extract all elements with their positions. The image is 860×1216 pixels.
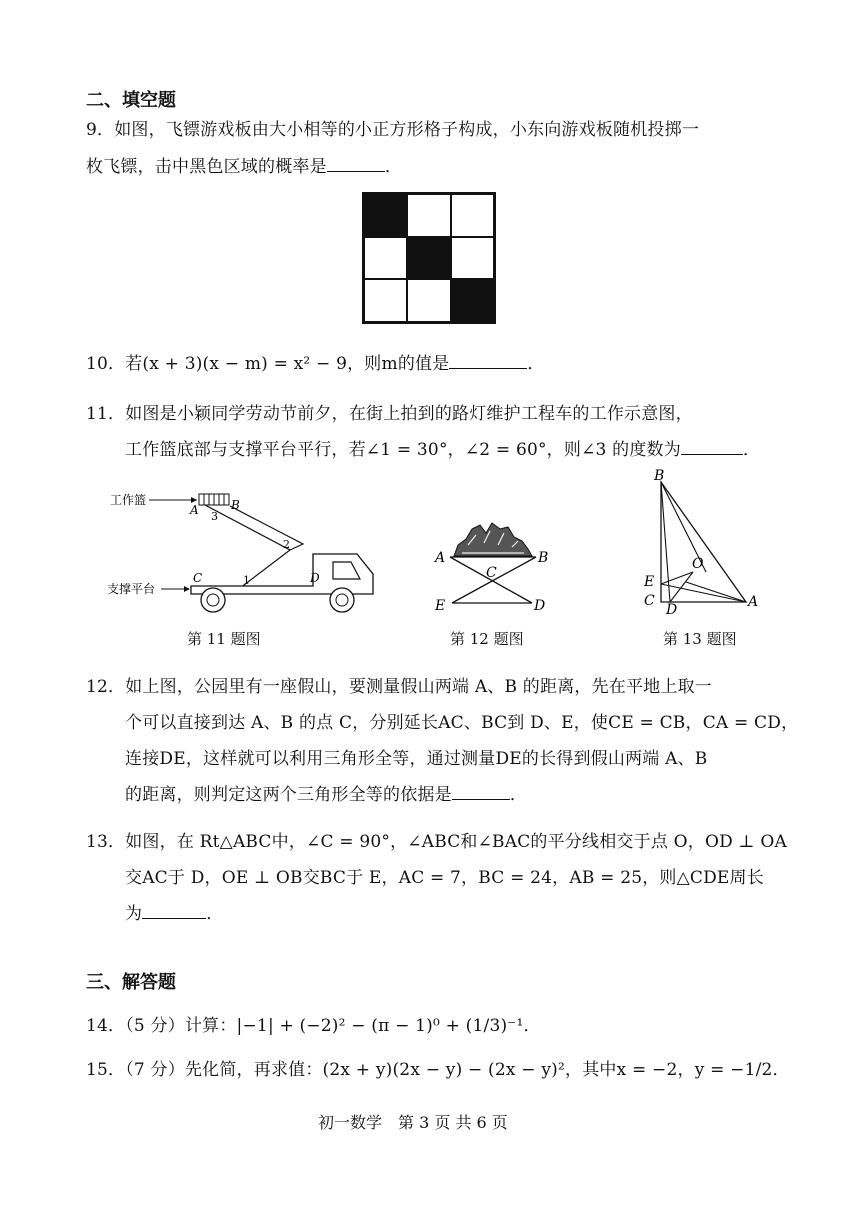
fig11-label-D: D <box>310 571 320 585</box>
q12-line4 <box>125 783 527 807</box>
page-footer: 初一数学 第 3 页 共 6 页 <box>318 1113 508 1132</box>
section-heading-solve: 三、解答题 <box>86 972 176 993</box>
q13-answer-blank[interactable] <box>142 902 206 919</box>
section-heading-fill-in: 二、填空题 <box>86 90 176 111</box>
q15-line: 15．（7 分）先化简，再求值：(2x + y)(2x − y) − (2x − y)²，其中x = −2，y = −1/2． <box>86 1060 790 1080</box>
fig13-label-O: O <box>692 556 704 572</box>
fig13-label-A: A <box>748 594 759 610</box>
q13-end: ． <box>206 904 224 924</box>
q10-answer-blank[interactable] <box>449 352 527 369</box>
fig12-rockery <box>454 523 532 556</box>
grid-cell-black <box>451 279 494 322</box>
q9-line2 <box>86 155 402 179</box>
fig12-label-B: B <box>538 550 549 566</box>
fig12-label-A: A <box>435 550 446 566</box>
fig12-label-E: E <box>435 598 446 614</box>
fig11-angle1: 1 <box>243 574 250 587</box>
fig11-label-platform: 支撑平台 <box>107 582 156 596</box>
fig11-label-A: A <box>190 503 199 517</box>
q12-end: ． <box>509 785 528 805</box>
fig11-label-basket: 工作篮 <box>110 493 147 507</box>
q12-text: 的距离，则判定这两个三角形全等的依据是 <box>125 785 452 805</box>
q9-answer-blank[interactable] <box>327 155 385 172</box>
q12-answer-blank[interactable] <box>452 783 510 800</box>
q11-end: ． <box>742 440 761 460</box>
grid-cell-white <box>364 237 407 280</box>
fig13-segment-EA <box>661 584 746 602</box>
q9-end: ． <box>384 157 403 177</box>
q13-line2: 交AC于 D，OE ⊥ OB交BC于 E，AC = 7，BC = 24，AB = 25，则△CDE周长 <box>125 868 764 888</box>
q10-end: ． <box>527 354 545 374</box>
fig13-triangle-ABC <box>661 482 746 602</box>
q12-line1: 12．如上图，公园里有一座假山，要测量假山两端 A、B 的距离，先在平地上取一 <box>86 677 713 697</box>
fig11-wheel-front-hub <box>336 594 348 606</box>
q12-line3: 连接DE，这样就可以利用三角形全等，通过测量DE的长得到假山两端 A、B <box>125 749 708 769</box>
fig12-label-D: D <box>534 598 546 614</box>
q14-line: 14．（5 分）计算：|−1| + (−2)² − (π − 1)⁰ + (1/3)⁻¹． <box>86 1016 541 1036</box>
grid-cell-white <box>451 194 494 237</box>
grid-cell-white <box>407 194 450 237</box>
grid-cell-white <box>451 237 494 280</box>
q9-line1: 9．如图，飞镖游戏板由大小相等的小正方形格子构成，小东向游戏板随机投掷一 <box>86 120 700 140</box>
fig11-label-B: B <box>231 498 240 512</box>
fig11-angle3: 3 <box>211 510 218 523</box>
q13-text: 为 <box>125 904 143 924</box>
fig11-label-C: C <box>193 571 203 585</box>
q11-line2 <box>125 438 760 462</box>
grid-cell-white <box>364 279 407 322</box>
q11-answer-blank[interactable] <box>681 438 743 455</box>
fig13-bisector-AO <box>686 582 746 602</box>
fig12-caption: 第 12 题图 <box>450 630 524 648</box>
q10-text: 10．若(x + 3)(x − m) = x² − 9，则m的值是 <box>86 354 450 374</box>
fig11-arrowhead-platform <box>184 586 190 592</box>
fig12-rockery-diagram <box>428 515 558 615</box>
fig11-wheel-rear-hub <box>207 594 219 606</box>
fig11-upper-arm-inner <box>230 506 303 550</box>
fig13-label-D: D <box>666 602 678 618</box>
grid-cell-white <box>407 279 450 322</box>
fig13-triangle-diagram <box>636 468 766 618</box>
dartboard-grid <box>362 192 496 324</box>
q9-text: 枚飞镖，击中黑色区域的概率是 <box>86 157 327 177</box>
q13-line1: 13．如图，在 Rt△ABC中，∠C = 90°，∠ABC和∠BAC的平分线相交于点 O，OD ⊥ OA <box>86 832 787 852</box>
fig13-label-C: C <box>644 593 655 609</box>
q12-line2: 个可以直接到达 A、B 的点 C，分别延长AC、BC到 D、E，使CE = CB，CA = CD， <box>125 713 799 733</box>
grid-cell-black <box>407 237 450 280</box>
q13-line3 <box>125 902 223 926</box>
fig11-truck-diagram <box>105 482 385 622</box>
q11-line1: 11．如图是小颖同学劳动节前夕，在街上拍到的路灯维护工程车的工作示意图， <box>86 404 693 424</box>
fig13-label-E: E <box>644 574 655 590</box>
fig13-caption: 第 13 题图 <box>663 630 737 648</box>
fig13-label-B: B <box>654 468 665 484</box>
fig12-label-C: C <box>486 565 497 581</box>
fig11-caption: 第 11 题图 <box>187 630 261 648</box>
fig11-angle2: 2 <box>283 538 290 551</box>
q11-text: 工作篮底部与支撑平台平行，若∠1 = 30°，∠2 = 60°，则∠3 的度数为 <box>125 440 681 460</box>
grid-cell-black <box>364 194 407 237</box>
q10-line <box>86 352 545 376</box>
